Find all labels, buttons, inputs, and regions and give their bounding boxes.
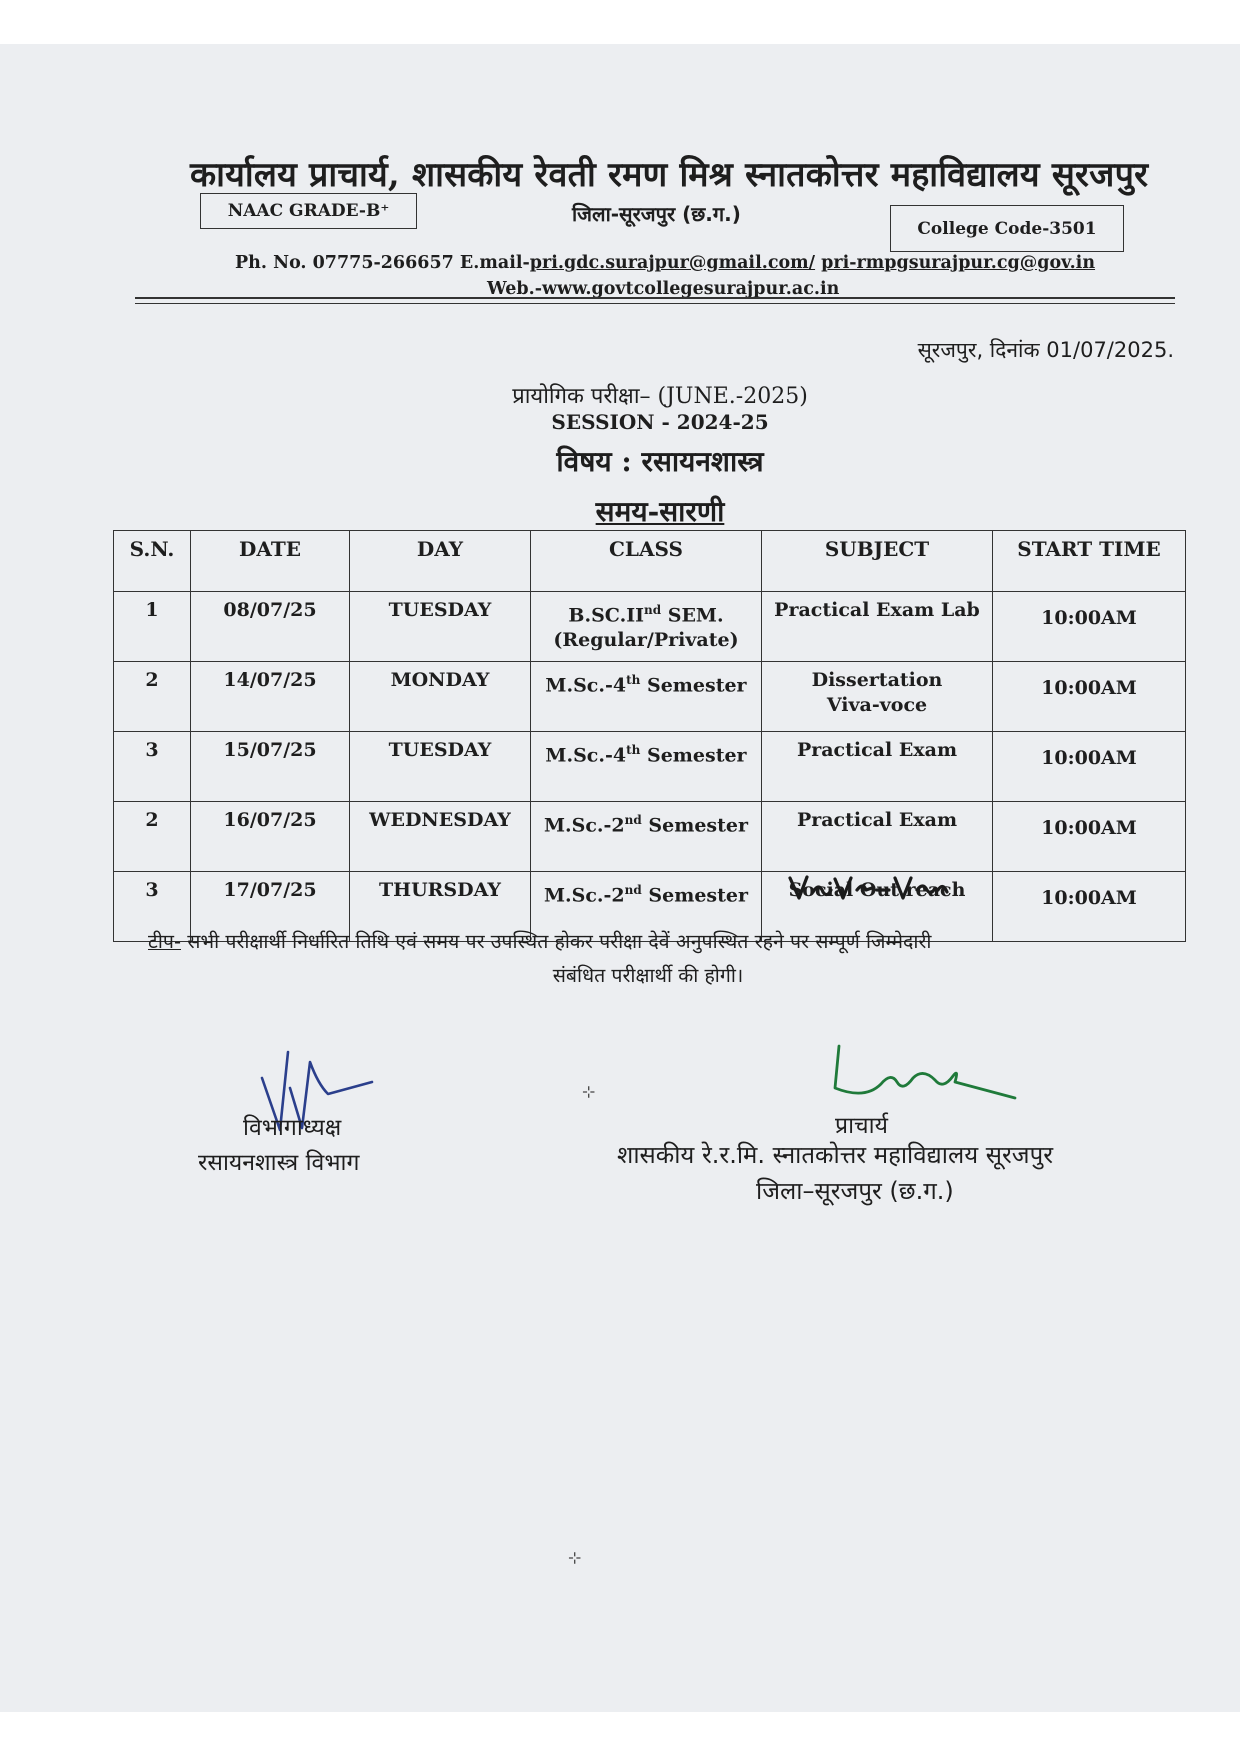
class-name: M.Sc.-4 [545, 674, 627, 697]
principal-college: शासकीय रे.र.मि. स्नातकोत्तर महाविद्यालय सूरजपुर [617, 1141, 1054, 1169]
cell-day: TUESDAY [350, 732, 531, 802]
cell-day: TUESDAY [350, 592, 531, 662]
session-line: SESSION - 2024-25 [551, 410, 769, 434]
exam-title: प्रायोगिक परीक्षा– (JUNE.-2025) [512, 384, 808, 409]
subject-name: Practical Exam Lab [774, 599, 980, 621]
class-name: M.Sc.-2 [544, 884, 625, 907]
principal-signature [825, 1038, 1025, 1118]
exam-timetable [113, 530, 1186, 942]
cell-sn: 2 [114, 802, 191, 872]
header-start-time: START TIME [993, 531, 1186, 592]
cell-start-time: 10:00AM [993, 802, 1186, 872]
office-title: कार्यालय प्राचार्य, शासकीय रेवती रमण मिश्र स्नातकोत्तर महाविद्यालय सूरजपुर [190, 155, 1149, 195]
class-detail: (Regular/Private) [553, 629, 739, 652]
stray-mark: ⊹ [582, 1082, 596, 1101]
district-line: जिला-सूरजपुर (छ.ग.) [572, 202, 741, 226]
cell-class [531, 802, 762, 872]
cell-date: 08/07/25 [191, 592, 350, 662]
contact-line [235, 253, 1095, 273]
issue-date: सूरजपुर, दिनांक 01/07/2025. [917, 338, 1174, 362]
header-rule [135, 297, 1175, 299]
cell-sn: 2 [114, 662, 191, 732]
class-ordinal: nd [624, 883, 642, 897]
cell-subject [762, 662, 993, 732]
cell-date: 14/07/25 [191, 662, 350, 732]
cell-date: 15/07/25 [191, 732, 350, 802]
header-class: CLASS [531, 531, 762, 592]
class-suffix: Semester [641, 884, 748, 907]
subject-name: Practical Exam [796, 739, 958, 761]
naac-grade-box [200, 193, 417, 229]
email-link-1[interactable]: pri.gdc.surajpur@gmail.com/ [529, 253, 816, 273]
principal-title: प्राचार्य [835, 1113, 888, 1139]
table-row [114, 662, 1186, 732]
cell-sn: 3 [114, 872, 191, 942]
note-line-1: सभी परीक्षार्थी निर्धारित तिथि एवं समय पर उपस्थित होकर परीक्षा देवें अनुपस्थित रहने पर सम्पूर्ण जिम्मेदारी [181, 930, 932, 953]
naac-grade: NAAC GRADE-B⁺ [227, 201, 390, 221]
class-name: B.SC.II [568, 604, 644, 627]
cell-start-time: 10:00AM [993, 662, 1186, 732]
header-sn: S.N. [114, 531, 191, 592]
subject-detail: Viva-voce [826, 694, 928, 716]
website[interactable]: Web.-www.govtcollegesurajpur.ac.in [487, 279, 840, 299]
subject-detail [766, 903, 988, 923]
header-day: DAY [350, 531, 531, 592]
cell-class [531, 732, 762, 802]
class-ordinal: th [626, 673, 641, 687]
cell-start-time: 10:00AM [993, 872, 1186, 942]
header-rule-thin [135, 303, 1175, 304]
cell-sn: 3 [114, 732, 191, 802]
cell-date: 17/07/25 [191, 872, 350, 942]
college-code-box [890, 205, 1124, 252]
cell-day: MONDAY [350, 662, 531, 732]
cell-start-time: 10:00AM [993, 732, 1186, 802]
principal-district: जिला–सूरजपुर (छ.ग.) [756, 1177, 954, 1205]
cell-day: THURSDAY [350, 872, 531, 942]
cell-class [531, 662, 762, 732]
table-row [114, 592, 1186, 662]
class-suffix: Semester [641, 814, 748, 837]
hod-title: विभागाध्यक्ष [243, 1115, 342, 1141]
subject-name: Practical Exam [796, 809, 958, 831]
cell-date: 16/07/25 [191, 802, 350, 872]
handwritten-viva-voce [785, 868, 950, 904]
email-label: E.mail- [459, 253, 530, 273]
table-row [114, 732, 1186, 802]
cell-start-time: 10:00AM [993, 592, 1186, 662]
cell-day: WEDNESDAY [350, 802, 531, 872]
subject-name: Social Out reach [788, 879, 966, 901]
subject-name: Dissertation [811, 669, 943, 691]
header-date: DATE [191, 531, 350, 592]
class-suffix: Semester [640, 744, 747, 767]
header-subject: SUBJECT [762, 531, 993, 592]
college-code: College Code-3501 [917, 218, 1097, 239]
subject-heading: विषय : रसायनशास्त्र [556, 445, 764, 478]
hod-department: रसायनशास्त्र विभाग [198, 1150, 360, 1176]
timetable-heading-text: समय-सारणी [595, 495, 725, 528]
cell-subject [762, 802, 993, 872]
note-line-2: संबंधित परीक्षार्थी की होगी। [552, 964, 744, 987]
class-ordinal: th [626, 743, 641, 757]
cell-class [531, 592, 762, 662]
class-ordinal: nd [624, 813, 642, 827]
phone-number: Ph. No. 07775-266657 [235, 253, 454, 273]
table-row [114, 802, 1186, 872]
email-link-2[interactable]: pri-rmpgsurajpur.cg@gov.in [821, 253, 1096, 273]
stray-mark-bottom: ⊹ [568, 1548, 582, 1567]
cell-subject [762, 592, 993, 662]
note-label: टीप- [148, 930, 181, 953]
cell-sn: 1 [114, 592, 191, 662]
class-suffix: SEM. [661, 604, 724, 627]
class-suffix: Semester [640, 674, 747, 697]
table-header-row [114, 531, 1186, 592]
timetable-heading [0, 492, 1240, 530]
cell-subject [762, 732, 993, 802]
class-ordinal: nd [643, 603, 662, 617]
instruction-note [148, 925, 1148, 993]
class-name: M.Sc.-4 [545, 744, 627, 767]
class-name: M.Sc.-2 [544, 814, 625, 837]
